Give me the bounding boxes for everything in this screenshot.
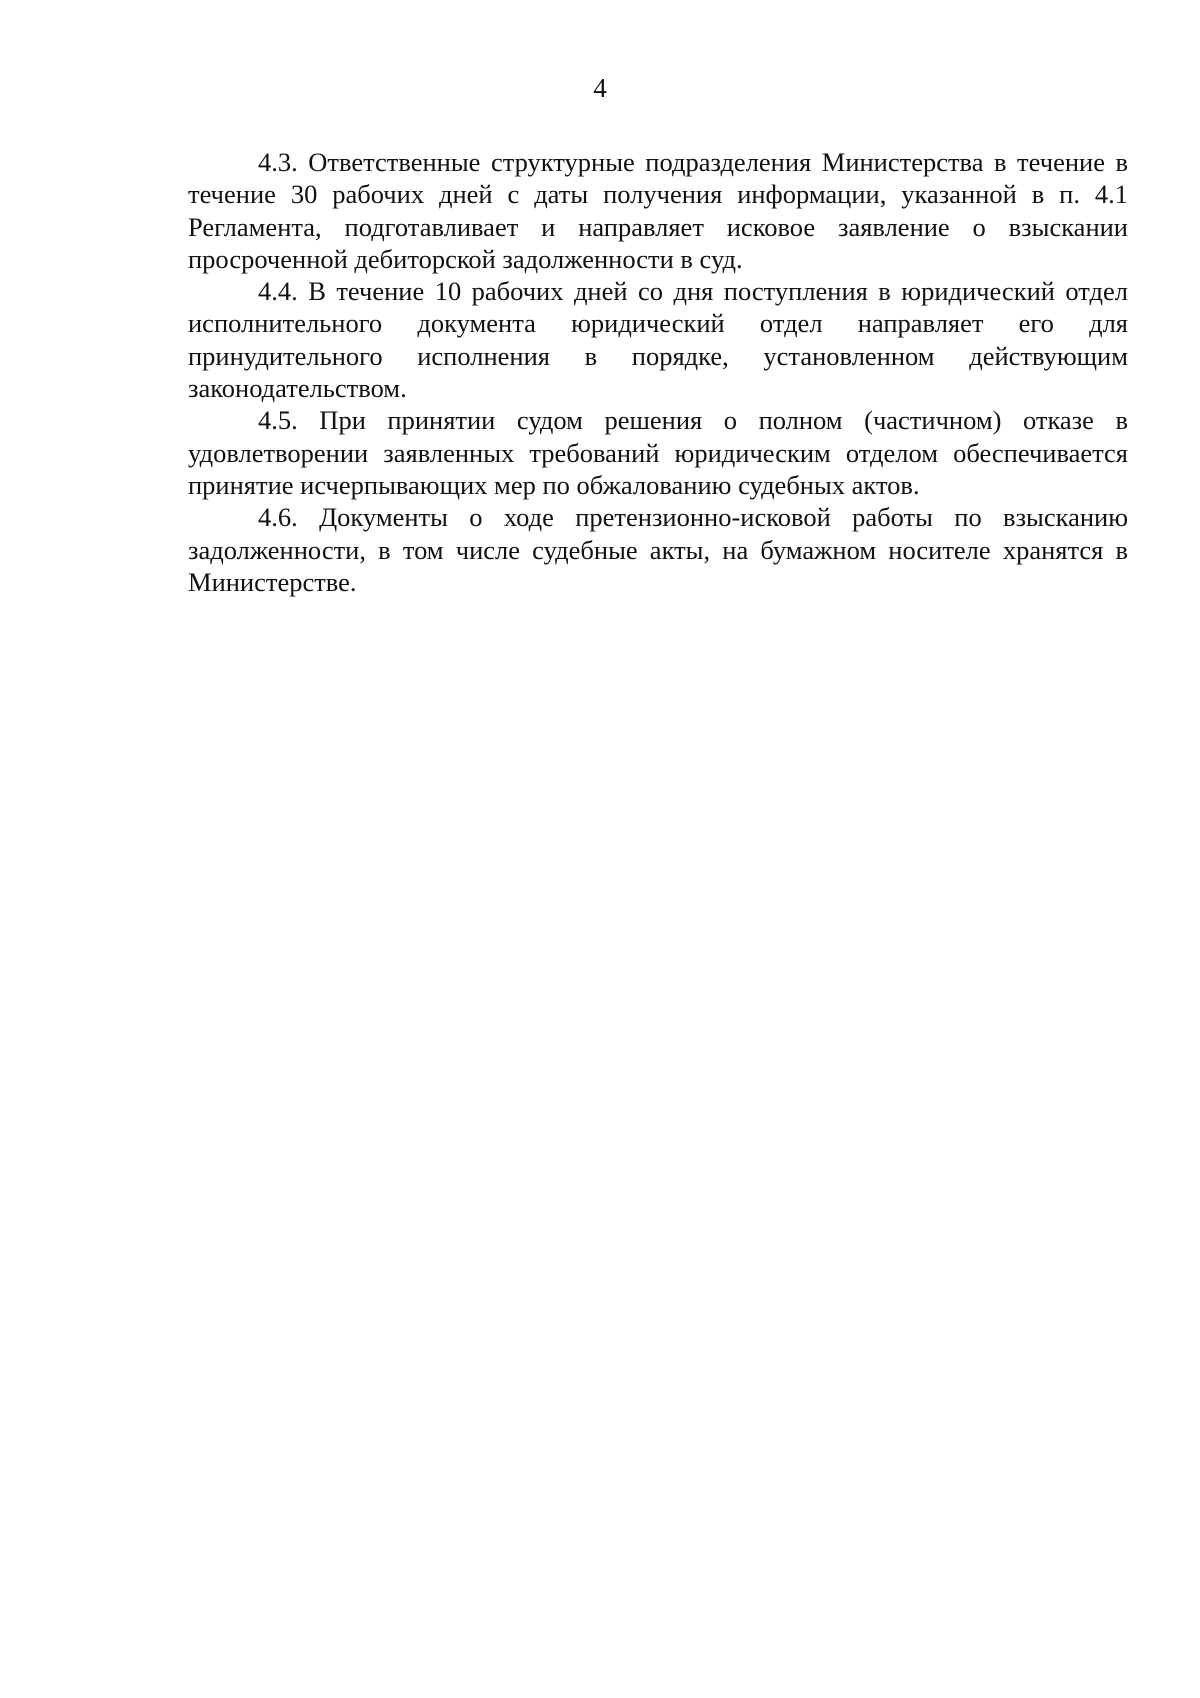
- document-body: [188, 146, 1128, 598]
- page-number: 4: [593, 73, 607, 103]
- paragraph-4-5: 4.5. При принятии судом решения о полном (частичном) отказе в удовлетворении заявленных требований юридическим отделом обеспечивается принятие исчерпывающих мер по обжалованию судебных актов.: [188, 405, 1128, 500]
- paragraph-4-6: 4.6. Документы о ходе претензионно-исковой работы по взысканию задолженности, в том числе судебные акты, на бумажном носителе хранятся в Министерстве.: [188, 502, 1128, 597]
- paragraph-4-3: 4.3. Ответственные структурные подразделения Министерства в течение в течение 30 рабочих дней с даты получения информации, указанной в п. 4.1 Регламента, подготавливает и направляет исковое заявление о взыскании просроченной дебиторской задолженности в суд.: [188, 147, 1128, 274]
- paragraph-4-4: 4.4. В течение 10 рабочих дней со дня поступления в юридический отдел исполнительного документа юридический отдел направляет его для принудительного исполнения в порядке, установленном действующим законодательством.: [188, 276, 1128, 404]
